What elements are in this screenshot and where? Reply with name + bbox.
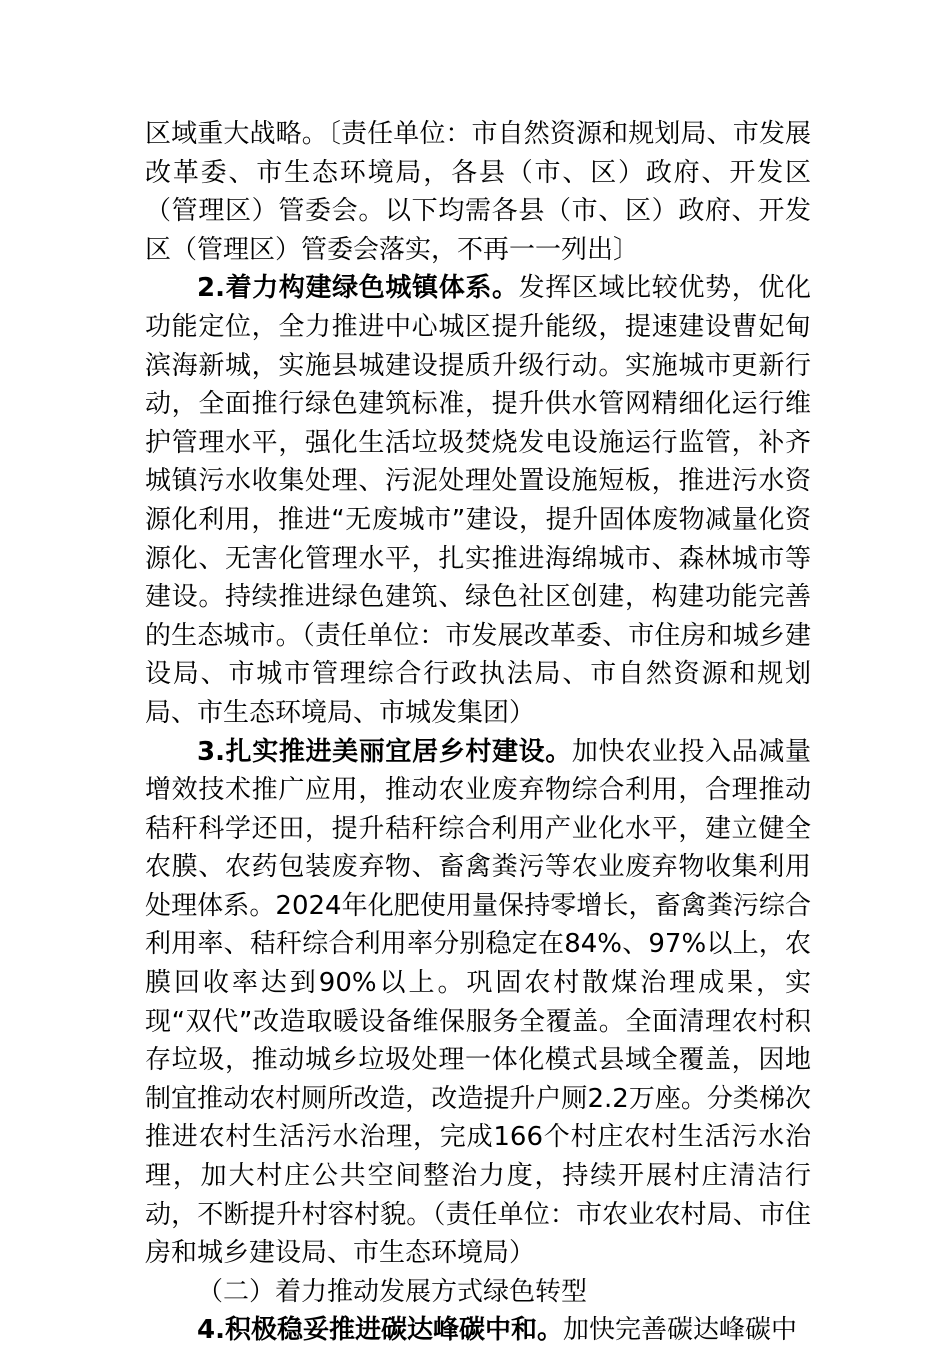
paragraph-regional-strategy (145, 115, 811, 269)
item-heading: 3.扎实推进美丽宜居乡村建设。 (197, 736, 572, 767)
paragraph-beautiful-village (145, 733, 811, 1273)
section-heading-text: （二）着力推动发展方式绿色转型 (197, 1276, 588, 1307)
item-heading: 2.着力构建绿色城镇体系。 (197, 273, 519, 304)
paragraph-text: 加快完善碳达峰碳中 (562, 1315, 797, 1346)
section-heading (145, 1273, 811, 1312)
paragraph-text: 加快农业投入品减量增效技术推广应用，推动农业废弃物综合利用，合理推动秸秆科学还田，提升秸秆综合利用产业化水平，建立健全农膜、农药包装废弃物、畜禽粪污等农业废弃物收集利用处理体系。2024年化肥使用量保持零增长，畜禽粪污综合利用率、秸秆综合利用率分别稳定在84%、97%以上，农膜回收率达到90%以上。巩固农村散煤治理成果，实现“双代”改造取暖设备维保服务全覆盖。全面清理农村积存垃圾，推动城乡垃圾处理一体化模式县域全覆盖，因地制宜推动农村厕所改造，改造提升户厕2.2万座。分类梯次推进农村生活污水治理，完成166个村庄农村生活污水治理，加大村庄公共空间整治力度，持续开展村庄清洁行动，不断提升村容村貌。（责任单位：市农业农村局、市住房和城乡建设局、市生态环境局） (145, 736, 811, 1269)
paragraph-text: 区域重大战略。〔责任单位：市自然资源和规划局、市发展改革委、市生态环境局，各县（市、区）政府、开发区（管理区）管委会。以下均需各县（市、区）政府、开发区（管理区）管委会落实，不再一一列出〕 (145, 119, 811, 265)
item-heading: 4.积极稳妥推进碳达峰碳中和。 (197, 1315, 563, 1346)
paragraph-text: 发挥区域比较优势，优化功能定位，全力推进中心城区提升能级，提速建设曹妃甸滨海新城，实施县城建设提质升级行动。实施城市更新行动，全面推行绿色建筑标准，提升供水管网精细化运行维护管理水平，强化生活垃圾焚烧发电设施运行监管，补齐城镇污水收集处理、污泥处理处置设施短板，推进污水资源化利用，推进“无废城市”建设，提升固体废物减量化资源化、无害化管理水平，扎实推进海绵城市、森林城市等建设。持续推进绿色建筑、绿色社区创建，构建功能完善的生态城市。（责任单位：市发展改革委、市住房和城乡建设局、市城市管理综合行政执法局、市自然资源和规划局、市生态环境局、市城发集团） (145, 273, 811, 728)
paragraph-green-urban-system (145, 269, 811, 732)
document-body (145, 115, 811, 1350)
paragraph-carbon-peak (145, 1311, 811, 1350)
